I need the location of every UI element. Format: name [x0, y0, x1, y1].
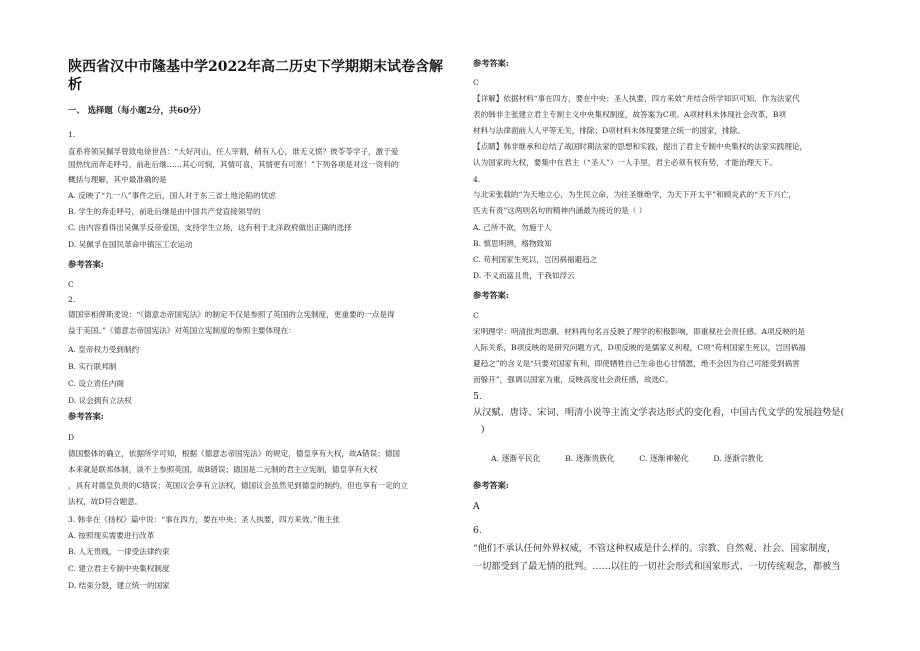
q3-explanation-line: 【详解】依据材料“事在四方，要在中央；圣人执要，四方来效”并结合所学知识可知，作为法家代	[473, 94, 800, 103]
q3-explanation-line: 表的韩非主张建立君主专制主义中央集权制度，故答案为C项。A项材料未体现社会改革，B项	[473, 110, 787, 119]
q6-number: 6.	[473, 525, 482, 536]
q2-explanation-line: 法权，故D符合题意。	[68, 497, 143, 506]
q2-explanation-line: 本来就是联邦体制，谈不上参照英国，故B错误；德国是二元制的君主立宪制，德皇享有大权	[68, 465, 378, 474]
q2-option-d: D. 议会拥有立法权	[68, 396, 132, 405]
q1-answer-label: 参考答案:	[68, 259, 104, 269]
q2-option-a: A. 皇帝权力受到制约	[68, 345, 140, 354]
q1-option-c: C. 由内容看得出吴佩孚反帝爱国，支持学生立场，这有利于北洋政府做出正确的选择	[68, 223, 352, 232]
q3-explanation-line: 材料与法律面前人人平等无关，排除；D项材料未体现要建立统一的国家，排除。	[473, 126, 745, 135]
q4-stem-line: 匹夫有责”这两则名句的精神内涵最为接近的是（ ）	[473, 206, 647, 215]
q5-stem: 从汉赋、唐诗、宋词、明清小说等主流文学表达形式的变化看，中国古代文学的发展趋势是(	[473, 407, 845, 418]
q5-number: 5.	[473, 391, 482, 402]
q4-option-b: B. 慎思明辨，格物致知	[473, 239, 552, 248]
q2-answer: D	[68, 433, 75, 442]
q1-option-a: A. 反映了“九一八”事件之后，国人对于东三省土地沦陷的忧虑	[68, 191, 276, 200]
q3-note-line: 【点睛】韩非继承和总结了战国时期法家的思想和实践，提出了君主专制中央集权的法家实践理论，	[473, 142, 808, 151]
q5-option-c: C. 逐渐神秘化	[639, 454, 689, 463]
q4-stem-line: 与北宋张载的“为天地立心，为生民立命，为往圣继绝学，为天下开太平”和顾炎武的“天下兴亡，	[473, 190, 796, 199]
q2-answer-label: 参考答案:	[68, 411, 104, 421]
q1-number: 1.	[68, 130, 76, 139]
q2-number: 2.	[68, 295, 76, 304]
q3-answer-label: 参考答案:	[473, 58, 509, 68]
q1-option-d: D. 吴佩孚在国民革命中镇压工农运动	[68, 240, 193, 249]
q1-stem-line: 直系将领吴佩孚曾致电徐世昌：“大好河山，任人宰割，稍有人心，谁无义愤？彼苓苓学子，激于爱	[68, 147, 399, 156]
q2-explanation-line: 德国整体的确立，依据所学可知，根据《德意志帝国宪法》的规定，德皇享有大权，故A错误；德国	[68, 449, 401, 458]
q4-explanation-line: 人际关系，B项反映的是研究问题方式，D项反映的是儒家义利观，C项“苟利国家生死以，岂因祸福	[473, 343, 806, 352]
q5-options	[491, 453, 785, 464]
q3-option-d: D. 结束分裂，建立统一的国家	[68, 581, 170, 590]
q2-explanation-line: ，具有对德皇负责的C错误；英国议会享有立法权，德国议会虽然见到德皇的制约，但也享有一定的立	[68, 481, 408, 490]
q5-stem-close: )	[481, 424, 485, 435]
q1-option-b: B. 学生的奔走呼号，前赴后继是由中国共产党直接领导的	[68, 207, 261, 216]
q4-explanation-line: 宋明理学：明清批判思潮。材料两句名言反映了理学的积极影响，即重视社会责任感。A项反映的是	[473, 327, 806, 336]
q3-option-b: B. 人无贵贱，一律受法律约束	[68, 547, 170, 556]
q2-option-b: B. 实行联邦制	[68, 362, 117, 371]
section-heading: 一、 选择题（每小题2分，共60分）	[68, 105, 206, 115]
q4-option-d: D. 不义而富且贵，于我如浮云	[473, 271, 575, 280]
q4-answer: C	[473, 311, 479, 320]
q4-option-c: C. 苟利国家生死以，岂因祸福避趋之	[473, 255, 598, 264]
q3-option-c: C. 建立君主专制中央集权制度	[68, 564, 170, 573]
q2-stem-line: 德国宰相俾斯麦说：“《德意志帝国宪法》的制定不仅是参照了英国的立宪制度，更重要的一点是得	[68, 310, 395, 319]
q6-stem-line: 一切都受到了最无情的批判。……以往的一切社会形式和国家形式、一切传统观念，都被当	[473, 561, 841, 572]
q4-number: 4.	[473, 175, 481, 184]
q1-stem-line: 国热忱而奔走呼号，前赴后继……其心可悯，其情可喜，其情更有可原！”下列各项是对这一资料的	[68, 160, 399, 169]
q5-option-b: B. 逐渐贵族化	[565, 454, 615, 463]
document-title-line2: 析	[68, 77, 82, 93]
q3-answer: C	[473, 78, 479, 87]
q4-option-a: A. 己所不欲，勿施于人	[473, 223, 552, 232]
q6-stem-line: “他们不承认任何外界权威，不管这种权威是什么样的。宗教、自然观、社会、国家制度，	[473, 543, 837, 554]
q5-option-d: D. 逐渐宗教化	[713, 454, 764, 463]
document-title-line1: 陕西省汉中市隆基中学2022年高二历史下学期期末试卷含解	[68, 59, 443, 75]
q5-answer: A	[473, 501, 480, 512]
q3-option-a: A. 按照现实需要进行改革	[68, 531, 155, 540]
q2-option-c: C. 设立责任内阁	[68, 379, 124, 388]
q4-explanation-line: 而躲开”，强调以国家为重，反映高度社会责任感，故选C。	[473, 375, 673, 384]
q1-answer: C	[68, 280, 74, 289]
q2-stem-line: 益于美国。”《德意志帝国宪法》对英国立宪制度的参照主要体现在：	[68, 326, 296, 335]
q3-stem: 3. 韩非在《扬权》篇中说：“事在四方，要在中央；圣人执要，四方来效。”他主张	[68, 515, 340, 524]
q4-answer-label: 参考答案:	[473, 290, 509, 300]
q5-option-a: A. 逐渐平民化	[491, 454, 541, 463]
q1-stem-line: 概括与理解，其中最准确的是	[68, 175, 167, 184]
q5-answer-label: 参考答案:	[473, 480, 509, 490]
q3-note-line: 认为国家的大权，要集中在君主（“圣人”）一人手里，君主必须有权有势，才能治理天下。	[473, 158, 777, 167]
q4-explanation-line: 避趋之”的含义是“只要对国家有利，即使牺牲自己生命也心甘情愿，绝不会因为自己可能受到祸害	[473, 359, 800, 368]
